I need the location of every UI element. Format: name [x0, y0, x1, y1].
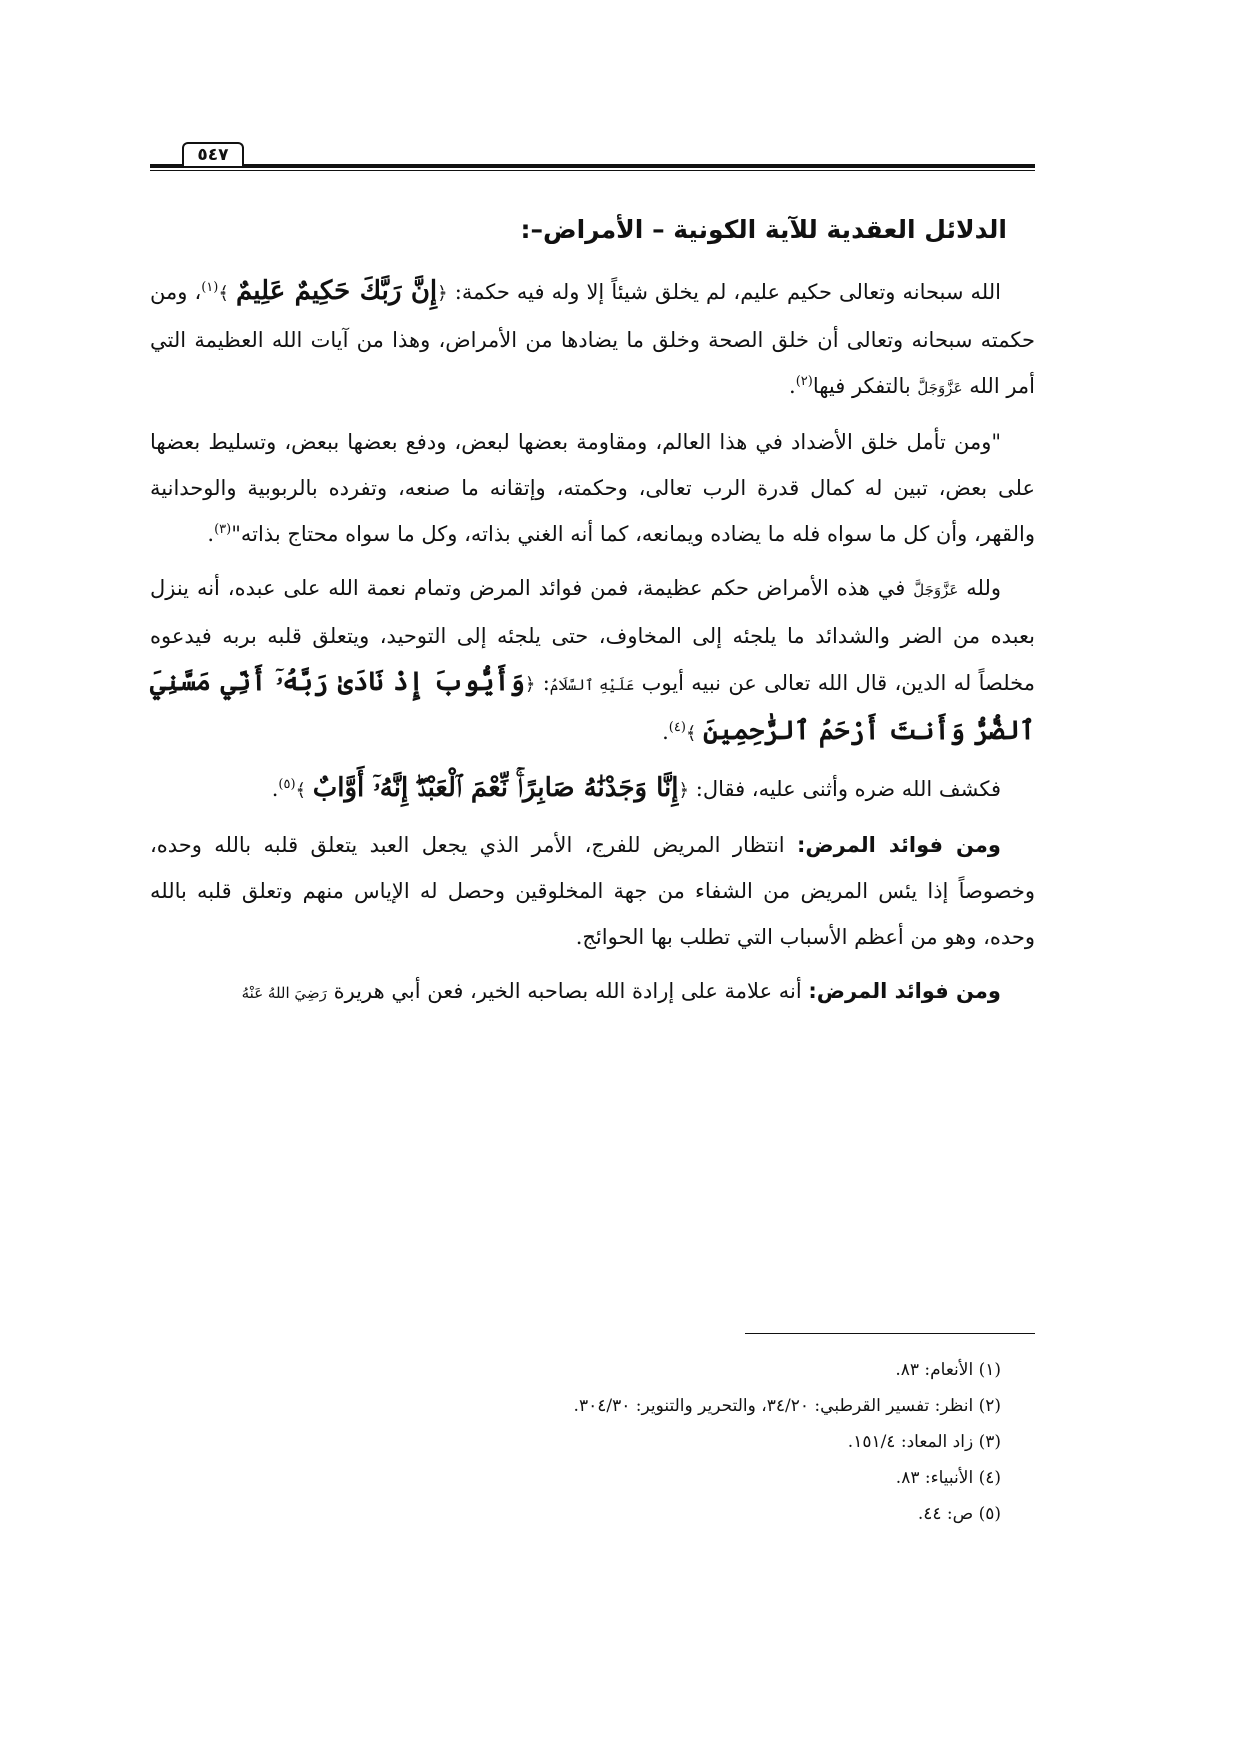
paragraph-text: ، ومن حكمته سبحانه وتعالى أن خلق الصحة وخلق ما يضادها من الأمراض، وهذا من آيات الله العظيمة التي أمر الله	[150, 280, 1035, 398]
honorific: عَزَّوَجَلَّ	[917, 379, 963, 397]
honorific: عَلَيْهِ ٱلسَّلَامُ	[549, 676, 635, 694]
quran-bracket-open: ﴿	[437, 283, 448, 304]
quran-bracket-open: ﴿	[524, 674, 536, 695]
paragraph-6	[150, 968, 1035, 1016]
footnote-ref[interactable]: (٢)	[795, 374, 813, 389]
benefit-term: ومن فوائد المرض:	[808, 979, 1001, 1003]
footnote-item: (٢) انظر: تفسير القرطبي: ٣٤/٢٠، والتحرير والتنوير: ٣٠٤/٣٠.	[573, 1396, 1001, 1416]
punctuation: .	[789, 374, 796, 398]
footnote-ref[interactable]: (٤)	[668, 720, 686, 735]
paragraph-text: ولله	[958, 576, 1001, 600]
footnote-ref[interactable]: (٣)	[214, 522, 232, 537]
footnote-ref[interactable]: (٥)	[278, 777, 296, 792]
punctuation: .	[271, 777, 279, 801]
quran-verse: وَأَيُّوبَ إِذْ نَادَىٰ رَبَّهُۥٓ أَنِّي مَسَّنِيَ ٱلضُّرُّ وَأَنتَ أَرْحَمُ ٱلرَّٰحِمِينَ	[150, 667, 1035, 746]
paragraph-text: فكشف الله ضره وأثنى عليه، فقال:	[689, 777, 1001, 801]
paragraph-text: انتظار المريض للفرج، الأمر الذي يجعل العبد يتعلق قلبه بالله وحده، وخصوصاً إذا يئس المريض من الشفاء من جهة المخلوقين وحصل له الإياس منهم وتعلق قلبه بالله وحده، وهو من أعظم الأسباب التي تطلب بها الحوائج.	[150, 833, 1035, 949]
footnote-item: (١) الأنعام: ٨٣.	[895, 1360, 1001, 1380]
header-rule-thick	[150, 164, 1035, 168]
paragraph-text: الله سبحانه وتعالى حكيم عليم، لم يخلق شيئاً إلا وله فيه حكمة:	[447, 280, 1001, 304]
footnote-item: (٣) زاد المعاد: ١٥١/٤.	[847, 1432, 1001, 1452]
quran-bracket-open: ﴿	[678, 780, 690, 801]
paragraph-2	[150, 419, 1035, 557]
benefit-term: ومن فوائد المرض:	[797, 833, 1001, 857]
footnote-item: (٤) الأنبياء: ٨٣.	[895, 1468, 1001, 1488]
punctuation: .	[662, 720, 669, 744]
paragraph-text: :	[535, 671, 550, 695]
page-body	[150, 196, 1035, 1024]
footnotes-divider	[745, 1333, 1035, 1334]
paragraph-3	[150, 565, 1035, 757]
header-rule-thin	[150, 170, 1035, 171]
honorific: رَضِيَ اللهُ عَنْهُ	[241, 984, 327, 1002]
quran-bracket-close: ﴾	[218, 283, 229, 304]
paragraph-5	[150, 822, 1035, 960]
footnote-item: (٥) ص: ٤٤.	[917, 1504, 1001, 1524]
quran-verse: إِنَّا وَجَدْنَٰهُ صَابِرًاۚ نِّعْمَ ٱلْعَبْدُۖ إِنَّهُۥٓ أَوَّابٌ	[312, 773, 679, 803]
paragraph-4	[150, 765, 1035, 814]
paragraph-text: في هذه الأمراض حكم عظيمة، فمن فوائد المرض وتمام نعمة الله على عبده، أنه ينزل بعبده من الضر والشدائد ما يلجئه إلى المخاوف، حتى يلجئه إلى التوحيد، ويتعلق قلبه بربه فيدعوه مخلصاً له الدين، قال الله تعالى عن نبيه أيوب	[150, 576, 1035, 695]
paragraph-1	[150, 268, 1035, 411]
section-heading: الدلائل العقدية للآية الكونية – الأمراض–:	[520, 215, 1007, 244]
quote-text: "ومن تأمل خلق الأضداد في هذا العالم، ومقاومة بعضها لبعض، ودفع بعضها ببعض، وتسليط بعضها على بعض، تبين له كمال قدرة الرب تعالى، وحكمته، وإتقانه ما صنعه، وتفرده بالربوبية والوحدانية والقهر، وأن كل ما سواه فله ما يضاده ويمانعه، كما أنه الغني بذاته، وكل ما سواه محتاج بذاته"	[150, 430, 1035, 546]
footnote-ref[interactable]: (١)	[201, 280, 219, 295]
quran-verse: إِنَّ رَبَّكَ حَكِيمٌ عَلِيمٌ	[235, 276, 438, 306]
honorific: عَزَّوَجَلَّ	[913, 581, 959, 599]
page-header	[150, 140, 1035, 168]
paragraph-text: بالتفكر فيها	[812, 374, 918, 398]
quran-bracket-close: ﴾	[295, 780, 307, 801]
quran-bracket-close: ﴾	[685, 723, 697, 744]
page-number: ٥٤٧	[182, 142, 244, 166]
paragraph-text: أنه علامة على إرادة الله بصاحبه الخير، فعن أبي هريرة	[326, 979, 809, 1003]
footnotes	[150, 1333, 1035, 1532]
punctuation: .	[207, 522, 215, 546]
